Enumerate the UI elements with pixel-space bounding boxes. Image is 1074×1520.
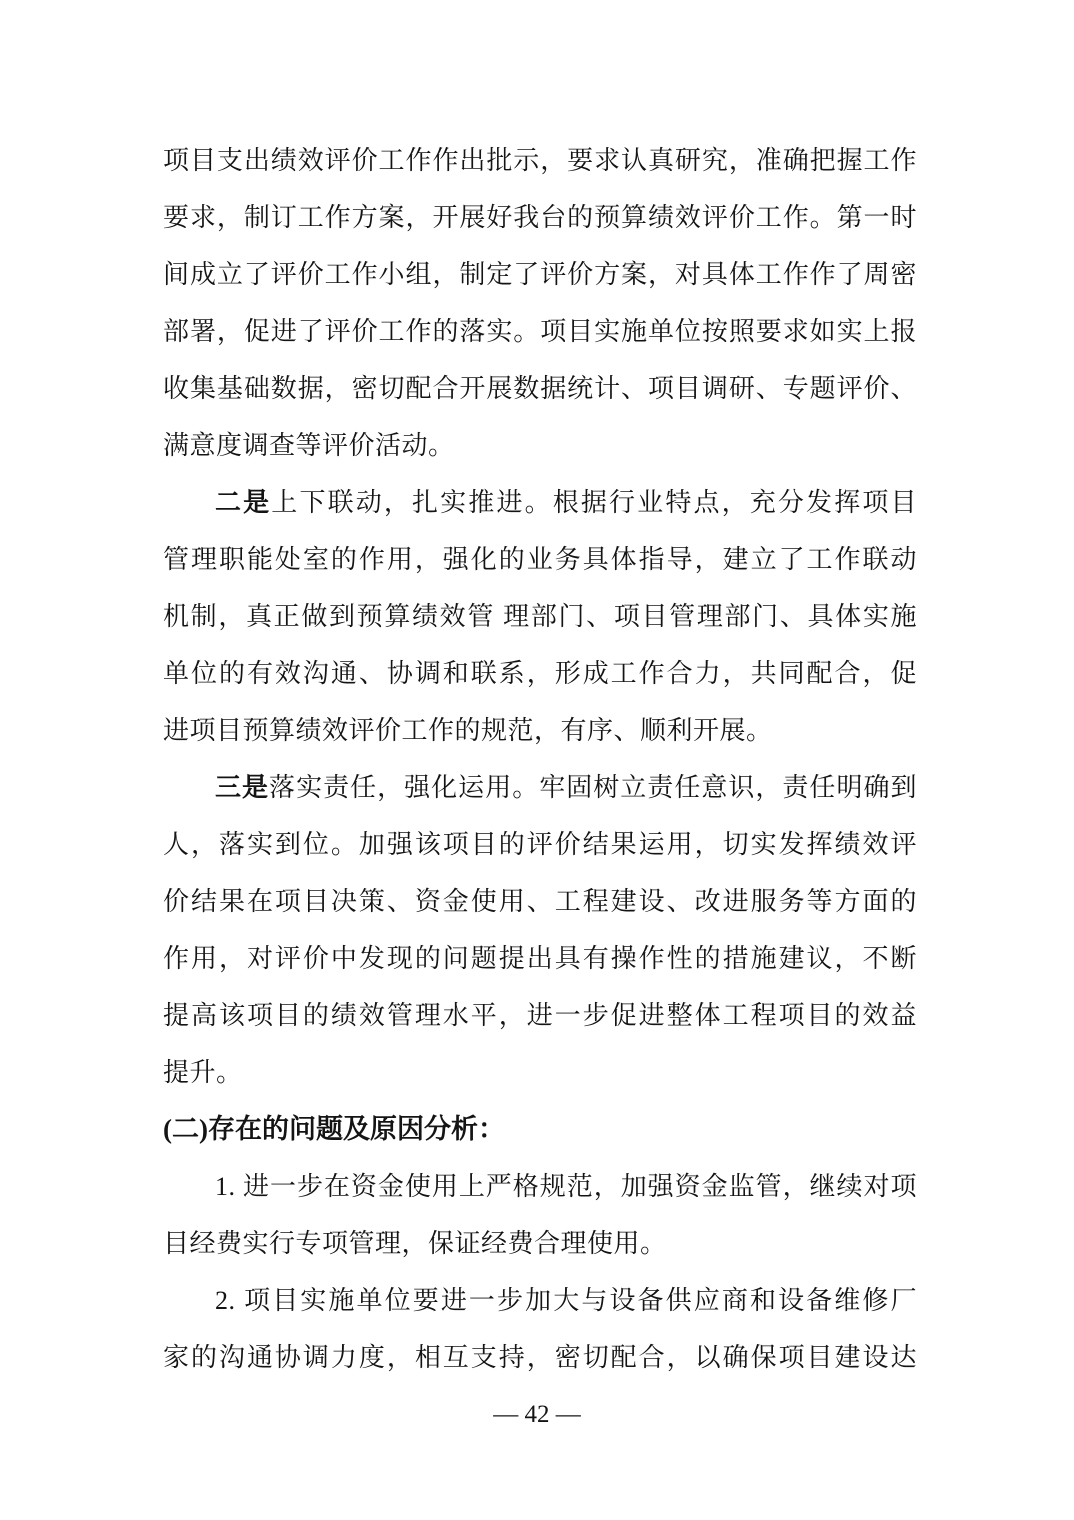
text-run: 人，落实到位。加强该项目的评价结果运用，切实发挥绩效评 [163,830,917,859]
text-line [163,1158,917,1215]
emphasis-run: 三是 [215,773,270,802]
text-line [163,246,917,303]
text-line [163,417,917,474]
text-run: 项目支出绩效评价工作作出批示，要求认真研究，准确把握工作 [163,146,917,175]
text-line [163,588,917,645]
text-run: 家的沟通协调力度，相互支持，密切配合，以确保项目建设达 [163,1343,917,1372]
text-line [163,873,917,930]
text-line [163,360,917,417]
text-block [163,132,917,1386]
text-run: 机制，真正做到预算绩效管 理部门、项目管理部门、具体实施 [163,602,917,631]
text-run: 收集基础数据，密切配合开展数据统计、项目调研、专题评价、 [163,374,917,403]
text-run: 2. 项目实施单位要进一步加大与设备供应商和设备维修厂 [215,1286,917,1315]
text-run: 上下联动，扎实推进。根据行业特点，充分发挥项目 [271,488,917,517]
text-line [163,132,917,189]
emphasis-run: 二是 [215,488,272,517]
text-run: 满意度调查等评价活动。 [163,431,455,460]
text-run: 部署，促进了评价工作的落实。项目实施单位按照要求如实上报 [163,317,917,346]
text-line [163,930,917,987]
text-run: 管理职能处室的作用，强化的业务具体指导，建立了工作联动 [163,545,917,574]
section-heading [163,1101,917,1158]
text-line [163,474,917,531]
text-run: 价结果在项目决策、资金使用、工程建设、改进服务等方面的 [163,887,917,916]
text-run: 作用，对评价中发现的问题提出具有操作性的措施建议，不断 [163,944,917,973]
page-number: — 42 — [493,1401,581,1428]
text-line [163,1044,917,1101]
text-run: 1. 进一步在资金使用上严格规范，加强资金监管，继续对项 [215,1172,917,1201]
text-run: 单位的有效沟通、协调和联系，形成工作合力，共同配合，促 [163,659,917,688]
text-line [163,189,917,246]
text-line [163,816,917,873]
text-line [163,303,917,360]
text-line [163,1329,917,1386]
text-run: 间成立了评价工作小组，制定了评价方案，对具体工作作了周密 [163,260,917,289]
text-line [163,645,917,702]
emphasis-run: (二)存在的问题及原因分析： [163,1114,505,1144]
text-run: 提升。 [163,1058,243,1087]
text-run: 要求，制订工作方案，开展好我台的预算绩效评价工作。第一时 [163,203,917,232]
text-run: 落实责任，强化运用。牢固树立责任意识，责任明确到 [269,773,917,802]
text-line [163,702,917,759]
text-run: 进项目预算绩效评价工作的规范，有序、顺利开展。 [163,716,773,745]
text-line [163,1272,917,1329]
text-line [163,987,917,1044]
text-run: 目经费实行专项管理，保证经费合理使用。 [163,1229,667,1258]
text-line [163,759,917,816]
text-line [163,531,917,588]
page-footer [0,1393,1074,1437]
text-line [163,1215,917,1272]
text-run: 提高该项目的绩效管理水平，进一步促进整体工程项目的效益 [163,1001,917,1030]
